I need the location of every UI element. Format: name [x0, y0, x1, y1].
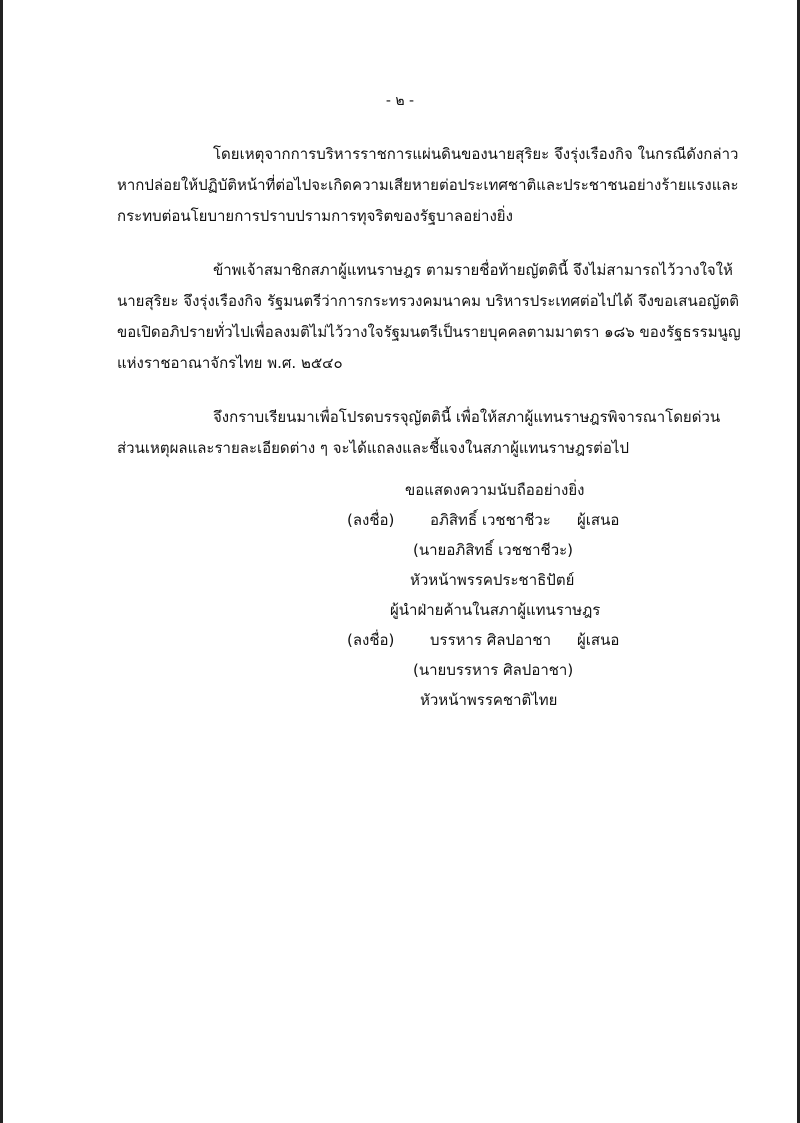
signer-2-role: ผู้เสนอ: [577, 631, 620, 649]
signer-2-sign-label: (ลงชื่อ): [347, 631, 395, 649]
paragraph-1-line-2: หากปล่อยให้ปฏิบัติหน้าที่ต่อไปจะเกิดความเสียหายต่อประเทศชาติและประชาชนอย่างร้ายแรงและ: [117, 176, 739, 194]
signer-2-title-1: หัวหน้าพรรคชาติไทย: [420, 691, 558, 709]
paragraph-2-line-2: นายสุริยะ จึงรุ่งเรืองกิจ รัฐมนตรีว่าการกระทรวงคมนาคม บริหารประเทศต่อไปได้ จึงขอเสนอญัตติ: [117, 292, 739, 310]
signer-2-full-name: (นายบรรหาร ศิลปอาชา): [413, 661, 574, 679]
signer-1-title-2: ผู้นำฝ่ายค้านในสภาผู้แทนราษฎร: [390, 601, 601, 619]
paragraph-1-line-3: กระทบต่อนโยบายการปราบปรามการทุจริตของรัฐบาลอย่างยิ่ง: [117, 207, 513, 225]
paragraph-2-line-1: ข้าพเจ้าสมาชิกสภาผู้แทนราษฎร ตามรายชื่อท้ายญัตตินี้ จึงไม่สามารถไว้วางใจให้: [213, 261, 733, 279]
signer-1-name: อภิสิทธิ์ เวชชาชีวะ: [430, 511, 551, 529]
signer-1-role: ผู้เสนอ: [577, 511, 620, 529]
signer-2-name: บรรหาร ศิลปอาชา: [430, 631, 552, 649]
paragraph-2-line-3: ขอเปิดอภิปรายทั่วไปเพื่อลงมติไม่ไว้วางใจรัฐมนตรีเป็นรายบุคคลตามมาตรา ๑๘๖ ของรัฐธรรมนูญ: [117, 323, 741, 341]
signer-1-full-name: (นายอภิสิทธิ์ เวชชาชีวะ): [413, 541, 574, 559]
paragraph-3-line-2: ส่วนเหตุผลและรายละเอียดต่าง ๆ จะได้แถลงและชี้แจงในสภาผู้แทนราษฎรต่อไป: [117, 439, 629, 457]
signer-1-sign-label: (ลงชื่อ): [347, 511, 395, 529]
paragraph-1-line-1: โดยเหตุจากการบริหารราชการแผ่นดินของนายสุริยะ จึงรุ่งเรืองกิจ ในกรณีดังกล่าว: [213, 145, 739, 163]
paragraph-3-line-1: จึงกราบเรียนมาเพื่อโปรดบรรจุญัตตินี้ เพื่อให้สภาผู้แทนราษฎรพิจารณาโดยด่วน: [213, 408, 721, 426]
signer-1-title-1: หัวหน้าพรรคประชาธิปัตย์: [410, 571, 575, 589]
page-number: - ๒ -: [385, 93, 415, 109]
paragraph-2-line-4: แห่งราชอาณาจักรไทย พ.ศ. ๒๕๔๐: [117, 354, 343, 372]
closing-salutation: ขอแสดงความนับถืออย่างยิ่ง: [405, 481, 585, 499]
